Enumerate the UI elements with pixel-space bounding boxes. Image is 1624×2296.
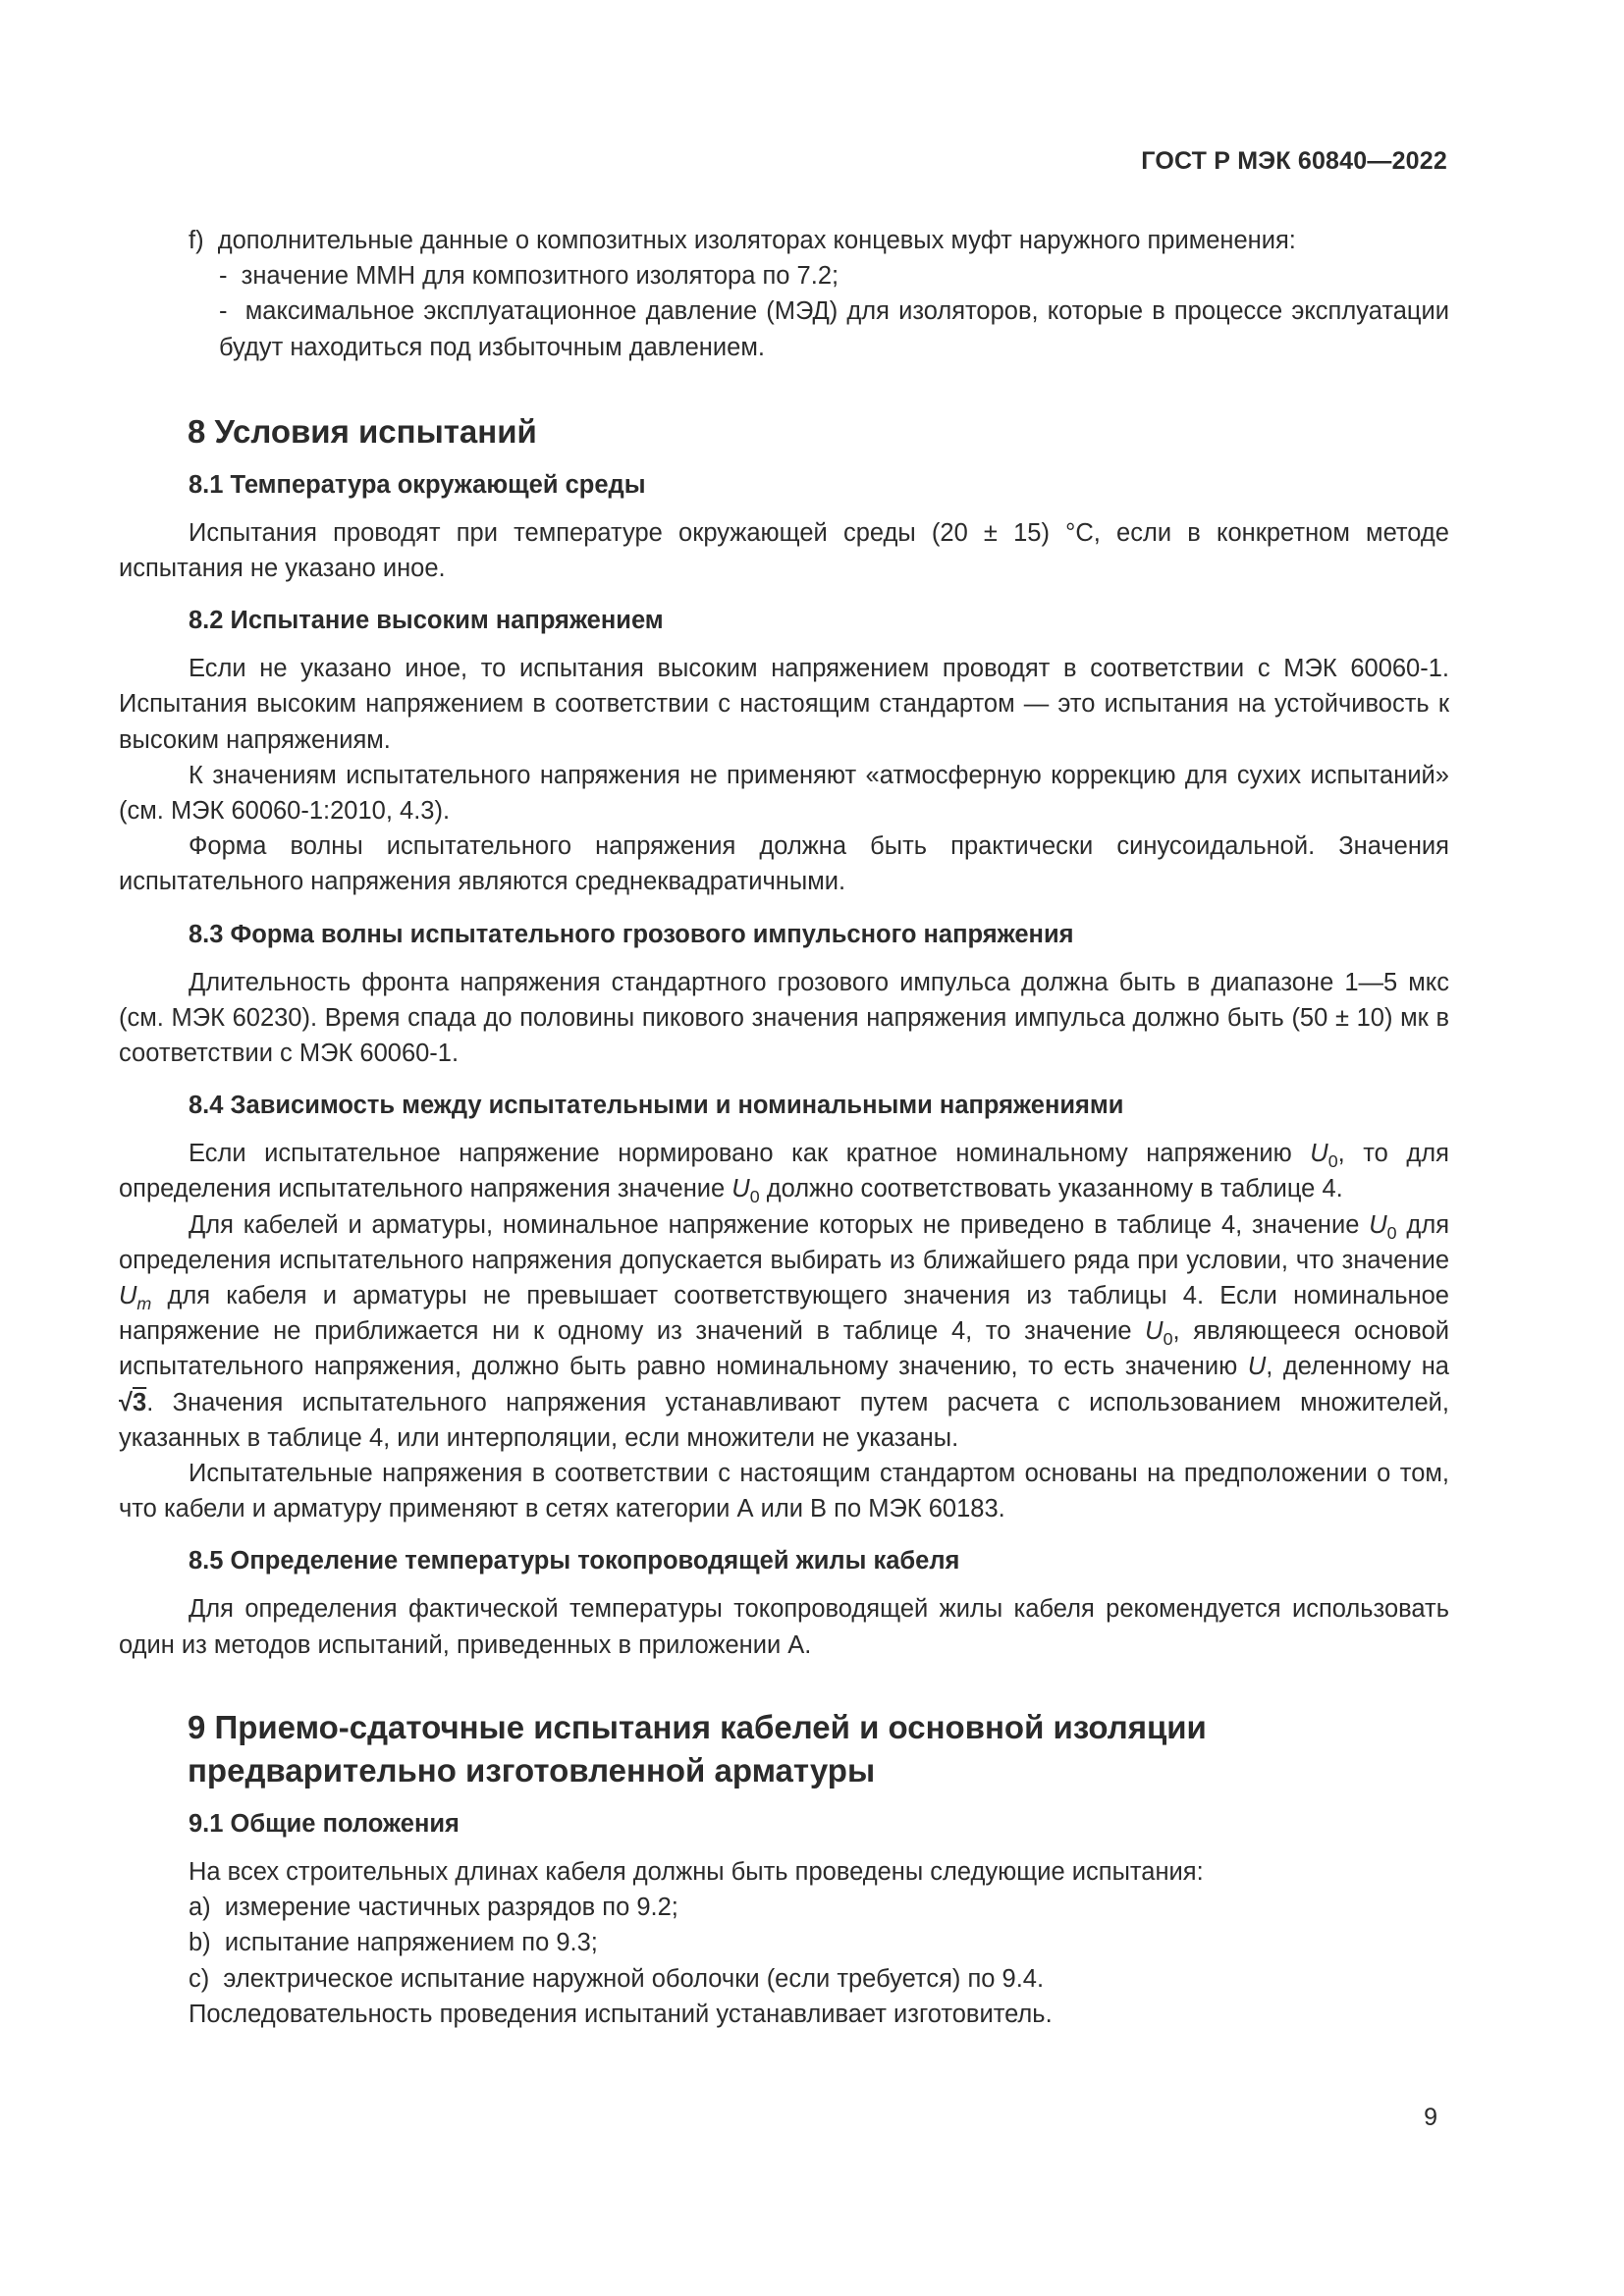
symbol-u: U [1310,1140,1328,1168]
intro-sub-item-1: - значение ММН для композитного изолятора по 7.2; [219,262,839,291]
text-run: Для кабелей и арматуры, номинальное напряжение которых не приведено в таблице 4, значение [189,1210,1370,1239]
page-number: 9 [1424,2104,1437,2131]
text-run: , то для определения испытательного напряжения значение [119,1140,1449,1203]
text-run: Если испытательное напряжение нормировано как кратное номинальному напряжению [189,1140,1311,1168]
text-run: для определения испытательного напряжения допускается выбирать из ближайшего ряда при условии, что значение [119,1210,1450,1274]
section-8-4-paragraph-2 [119,1207,1449,1456]
section-8-3-heading: 8.3 Форма волны испытательного грозового импульсного напряжения [189,920,1074,948]
section-9-1-paragraph: На всех строительных длинах кабеля должны быть проведены следующие испытания: [189,1857,1204,1886]
section-8-2-paragraph-1: Если не указано иное, то испытания высоким напряжением проводят в соответствии с МЭК 60060-1. Испытания высоким напряжением в соответствии с настоящим стандартом — это испытания на устойчивость к высоким напряжениям. [119,655,1449,754]
intro-item-f: f) дополнительные данные о композитных изоляторах концевых муфт наружного применения: [189,227,1296,254]
section-9-1-heading: 9.1 Общие положения [189,1809,460,1838]
subscript-0: 0 [1163,1329,1173,1350]
list-item: c) электрическое испытание наружной оболочки (если требуется) по 9.4. [189,1964,1045,1993]
section-9-heading-line-2: предварительно изготовленной арматуры [188,1751,876,1789]
subscript-0: 0 [1386,1222,1397,1243]
section-8-4-heading: 8.4 Зависимость между испытательными и номинальными напряжениями [189,1092,1124,1120]
symbol-u: U [119,1282,137,1310]
section-8-3-paragraph: Длительность фронта напряжения стандартного грозового импульса должна быть в диапазоне 1—5 мкс (см. МЭК 60230). Время спада до половины пикового значения напряжения импульса должно быть (50 ± 10) мк в соответствии с МЭК 60060-1. [119,968,1449,1068]
symbol-u0 [1310,1140,1338,1172]
text-run: , деленному на [1266,1353,1449,1381]
standard-code-header: ГОСТ Р МЭК 60840—2022 [1141,147,1447,175]
text-run: . Значения испытательного напряжения устанавливают путем расчета с использованием множителей, указанных в таблице 4, или интерполяции, если множители не указаны. [119,1388,1449,1452]
section-8-2-heading: 8.2 Испытание высоким напряжением [189,607,664,635]
symbol-u0 [1145,1317,1173,1350]
section-8-4-paragraph-1 [119,1136,1449,1206]
section-8-4-paragraph-3: Испытательные напряжения в соответствии с настоящим стандартом основаны на предположении о том, что кабели и арматуру применяют в сетях категории А или В по МЭК 60183. [119,1460,1449,1523]
symbol-u0 [731,1175,760,1207]
section-9-1-last-paragraph: Последовательность проведения испытаний устанавливает изготовитель. [189,2000,1053,2028]
section-8-2-paragraph-2: К значениям испытательного напряжения не применяют «атмосферную коррекцию для сухих испытаний» (см. МЭК 60060-1:2010, 4.3). [119,761,1449,826]
section-9-heading-line-1: 9 Приемо-сдаточные испытания кабелей и основной изоляции [188,1708,1207,1745]
section-8-1-paragraph: Испытания проводят при температуре окружающей среды (20 ± 15) °С, если в конкретном методе испытания не указано иное. [119,518,1449,583]
subscript-0: 0 [749,1187,760,1207]
section-8-2-paragraph-3: Форма волны испытательного напряжения должна быть практически синусоидальной. Значения испытательного напряжения являются среднеквадратичными. [119,832,1449,896]
symbol-u: U [1145,1317,1164,1346]
symbol-u: U [1369,1210,1387,1239]
section-8-heading: 8 Условия испытаний [188,412,537,450]
symbol-u0 [1369,1210,1397,1243]
symbol-u: U [1247,1353,1267,1381]
list-item: a) измерение частичных разрядов по 9.2; [189,1894,678,1922]
subscript-m: m [136,1294,152,1314]
section-9-heading [119,1706,1449,1792]
sqrt-3-formula [119,1389,146,1416]
sqrt-radicand: 3 [133,1388,147,1416]
section-8-1-heading: 8.1 Температура окружающей среды [189,470,646,499]
symbol-u: U [731,1175,750,1203]
symbol-um [119,1282,152,1314]
sqrt-sign: √ [119,1388,133,1416]
text-run: для кабеля и арматуры не превышает соответствующего значения из таблицы 4. Если номинальное напряжение не приближается ни к одному из значений в таблице 4, то значение [119,1282,1449,1346]
intro-sub-item-2: - максимальное эксплуатационное давление (МЭД) для изоляторов, которые в процессе эксплуатации будут находиться под избыточным давлением. [219,297,1449,361]
list-item: b) испытание напряжением по 9.3; [189,1929,598,1957]
page-content [119,223,1449,2032]
section-8-5-heading: 8.5 Определение температуры токопроводящей жилы кабеля [189,1547,960,1575]
section-8-5-paragraph: Для определения фактической температуры токопроводящей жилы кабеля рекомендуется использовать один из методов испытаний, приведенных в приложении А. [119,1595,1449,1659]
text-run: , являющееся основой испытательного напряжения, должно быть равно номинальному значению, то есть значению [119,1317,1449,1381]
text-run: должно соответствовать указанному в таблице 4. [759,1175,1343,1203]
subscript-0: 0 [1327,1151,1338,1172]
